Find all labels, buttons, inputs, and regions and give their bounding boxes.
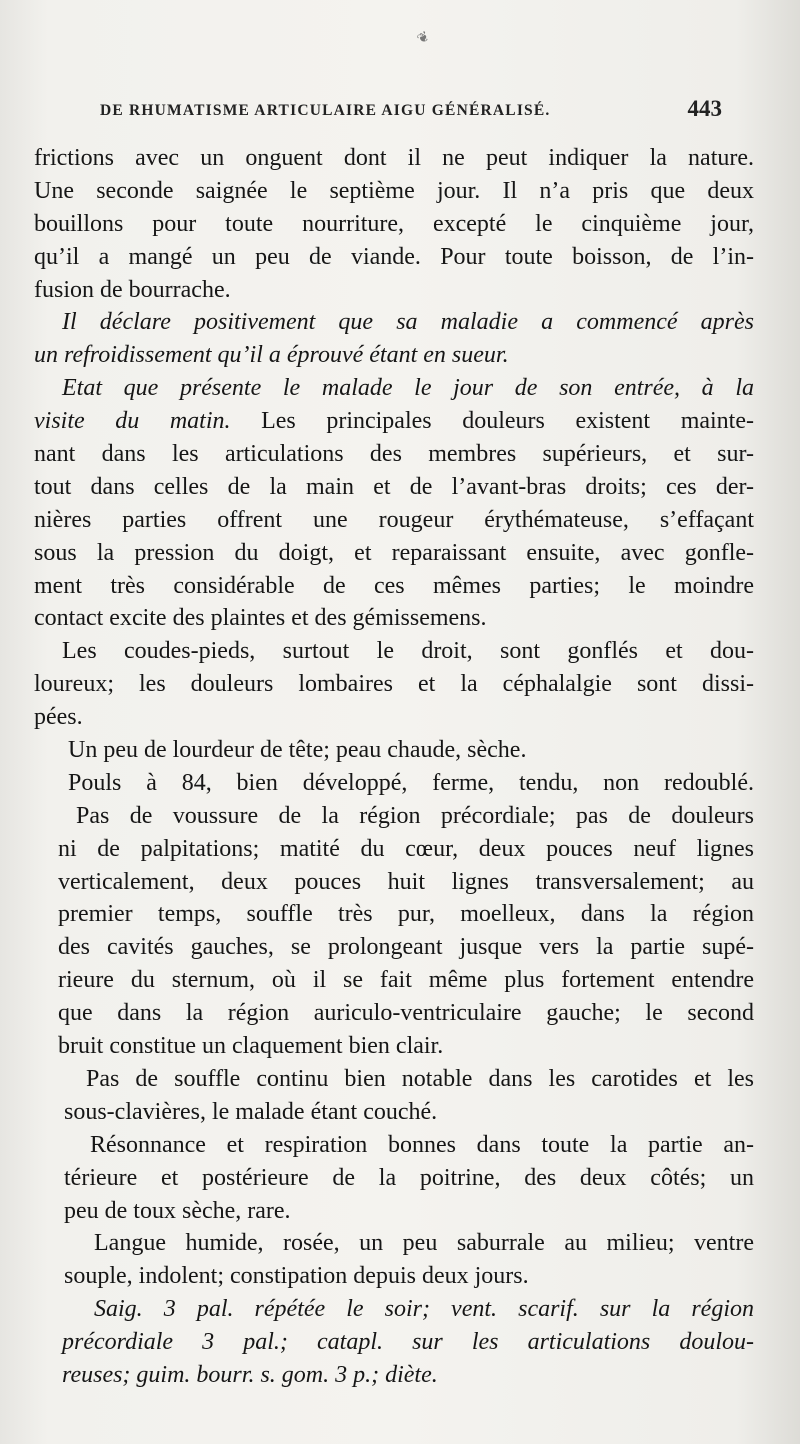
text-line: Résonnance et respiration bonnes dans toute la partie an- bbox=[90, 1131, 754, 1158]
text-line: Les coudes-pieds, surtout le droit, sont gonflés et dou- bbox=[62, 638, 754, 665]
text-line: un refroidissement qu’il a éprouvé étant en sueur. bbox=[34, 342, 509, 369]
text-line: tout dans celles de la main et de l’avant-bras droits; ces der- bbox=[34, 473, 754, 500]
text-line: Un peu de lourdeur de tête; peau chaude, sèche. bbox=[68, 737, 527, 764]
text-line: Langue humide, rosée, un peu saburrale au milieu; ventre bbox=[94, 1230, 754, 1257]
text-line: sous la pression du doigt, et reparaissant ensuite, avec gonfle- bbox=[34, 539, 754, 566]
page-number: 443 bbox=[687, 96, 722, 121]
text-line: pées. bbox=[34, 704, 83, 731]
text-line: frictions avec un onguent dont il ne peut indiquer la nature. bbox=[34, 145, 754, 171]
text-line: Pouls à 84, bien développé, ferme, tendu, non redoublé. bbox=[68, 769, 754, 796]
text-line: Pas de souffle continu bien notable dans les carotides et les bbox=[86, 1065, 754, 1092]
text-line: Saig. 3 pal. répétée le soir; vent. scarif. sur la région bbox=[94, 1296, 754, 1323]
text-line: peu de toux sèche, rare. bbox=[64, 1197, 291, 1224]
text-line: nant dans les articulations des membres supérieurs, et sur- bbox=[34, 441, 754, 468]
text-line: premier temps, souffle très pur, moelleux, dans la région bbox=[58, 901, 754, 928]
text-line: Il déclare positivement que sa maladie a commencé après bbox=[62, 309, 754, 336]
text-line: nières parties offrent une rougeur érythémateuse, s’effaçant bbox=[34, 506, 754, 533]
ink-mark: ❦ bbox=[415, 29, 433, 48]
text-line: rieure du sternum, où il se fait même plus fortement entendre bbox=[58, 967, 754, 994]
text-line: Pas de voussure de la région précordiale; pas de douleurs bbox=[76, 802, 754, 829]
text-line: ni de palpitations; matité du cœur, deux pouces neuf lignes bbox=[58, 835, 754, 862]
text-line: Une seconde saignée le septième jour. Il n’a pris que deux bbox=[34, 177, 754, 204]
text-line: bouillons pour toute nourriture, excepté le cinquième jour, bbox=[34, 210, 754, 237]
text-line: verticalement, deux pouces huit lignes transversalement; au bbox=[58, 868, 754, 895]
text-line-mixed bbox=[34, 405, 754, 438]
text-line: qu’il a mangé un peu de viande. Pour toute boisson, de l’in- bbox=[34, 243, 754, 270]
text-line: contact excite des plaintes et des gémissemens. bbox=[34, 605, 487, 632]
text-line: sous-clavières, le malade étant couché. bbox=[64, 1098, 438, 1125]
text-line: Etat que présente le malade le jour de son entrée, à la bbox=[62, 375, 754, 402]
text-line: ment très considérable de ces mêmes parties; le moindre bbox=[34, 572, 754, 599]
text-line: des cavités gauches, se prolongeant jusque vers la partie supé- bbox=[58, 934, 754, 961]
roman-run: Les principales douleurs existent mainte- bbox=[230, 408, 754, 435]
body-text bbox=[34, 142, 754, 1392]
text-line: que dans la région auriculo-ventriculaire gauche; le second bbox=[58, 1000, 754, 1027]
running-head bbox=[100, 96, 722, 126]
text-line: térieure et postérieure de la poitrine, des deux côtés; un bbox=[64, 1164, 754, 1191]
text-line: fusion de bourrache. bbox=[34, 276, 231, 303]
text-line: loureux; les douleurs lombaires et la céphalalgie sont dissi- bbox=[34, 671, 754, 698]
running-head-title: DE RHUMATISME ARTICULAIRE AIGU GÉNÉRALISÉ. bbox=[100, 102, 551, 119]
italic-run: visite du matin. bbox=[34, 408, 231, 435]
text-line: précordiale 3 pal.; catapl. sur les articulations doulou- bbox=[62, 1329, 754, 1356]
text-line: bruit constitue un claquement bien clair. bbox=[58, 1033, 444, 1060]
text-line: souple, indolent; constipation depuis deux jours. bbox=[64, 1263, 529, 1290]
text-line: reuses; guim. bourr. s. gom. 3 p.; diète. bbox=[62, 1361, 438, 1388]
